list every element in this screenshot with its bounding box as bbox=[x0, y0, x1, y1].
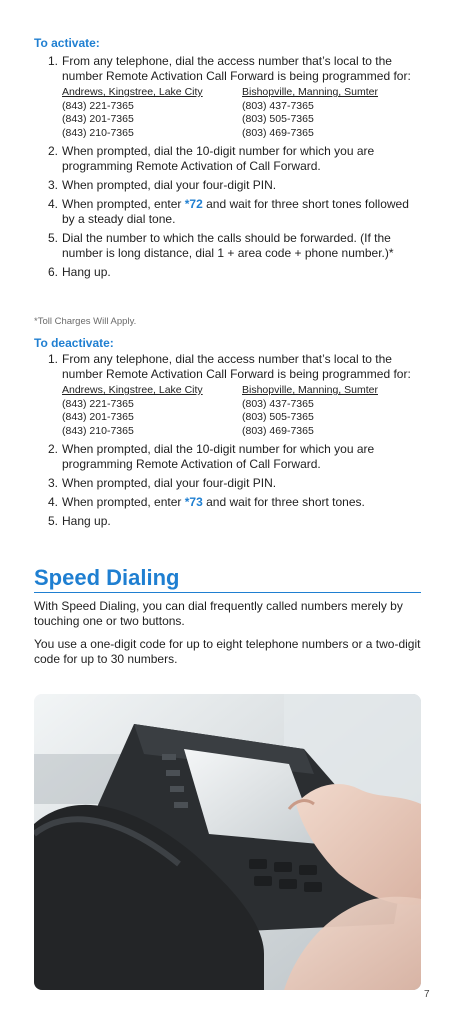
activate-step-1: 1. From any telephone, dial the access number that’s local to the number Remote Activation Call Forward is being programmed for: Andrews, Kingstree, Lake City (843) 221-7365 (843) 201-7365 (843) 210-7365 Bishopville, Manning, Sumter (803) 437-7365 (803) 505-7365 (803) 469-7365 bbox=[34, 54, 422, 140]
deactivate-steps bbox=[34, 352, 422, 533]
activate-heading: To activate: bbox=[34, 36, 100, 50]
speed-dialing-para-1: With Speed Dialing, you can dial frequently called numbers merely by touching one or two buttons. bbox=[34, 599, 403, 628]
activate-step-6: 6. Hang up. bbox=[48, 265, 111, 279]
deactivate-heading: To deactivate: bbox=[34, 336, 114, 350]
toll-footnote: *Toll Charges Will Apply. bbox=[34, 316, 137, 327]
activate-step-5: 5. Dial the number to which the calls should be forwarded. (If the number is long distance, dial 1 + area code + phone number.)* bbox=[48, 231, 394, 260]
deactivate-step-1: 1. From any telephone, dial the access number that’s local to the number Remote Activation Call Forward is being programmed for: Andrews, Kingstree, Lake City (843) 221-7365 (843) 201-7365 (843) 210-7365 Bishopville, Manning, Sumter (803) 437-7365 (803) 505-7365 (803) 469-7365 bbox=[34, 352, 422, 438]
deactivate-step-2: 2. When prompted, dial the 10-digit number for which you are programming Remote Activation of Call Forward. bbox=[48, 442, 375, 471]
access-numbers-table: Andrews, Kingstree, Lake City (843) 221-7365 (843) 201-7365 (843) 210-7365 Bishopville, Manning, Sumter (803) 437-7365 (803) 505-7365 (803) 469-7365 bbox=[62, 86, 378, 139]
desk-phone-illustration bbox=[34, 694, 421, 990]
deactivate-step-5: 5. Hang up. bbox=[48, 514, 111, 528]
activate-step-2: 2. When prompted, dial the 10-digit number for which you are programming Remote Activation of Call Forward. bbox=[48, 144, 375, 173]
deactivate-step-3: 3. When prompted, dial your four-digit PIN. bbox=[48, 476, 277, 490]
activate-step-3: 3. When prompted, dial your four-digit PIN. bbox=[48, 178, 277, 192]
activation-code: *72 bbox=[184, 197, 203, 211]
page-number: 7 bbox=[424, 989, 430, 1000]
desk-phone-photo bbox=[34, 694, 421, 990]
activate-step-4: 4. When prompted, enter *72 and wait for three short tones followed by a steady dial tone. bbox=[48, 197, 409, 226]
deactivate-step-4: 4. When prompted, enter *73 and wait for three short tones. bbox=[48, 495, 365, 509]
access-numbers-table-2: Andrews, Kingstree, Lake City (843) 221-7365 (843) 201-7365 (843) 210-7365 Bishopville, Manning, Sumter (803) 437-7365 (803) 505-7365 (803) 469-7365 bbox=[62, 384, 378, 437]
speed-dialing-title: Speed Dialing bbox=[34, 564, 421, 593]
activate-steps bbox=[34, 54, 422, 284]
speed-dialing-para-2: You use a one-digit code for up to eight telephone numbers or a two-digit code for up to 30 numbers. bbox=[34, 637, 421, 666]
deactivation-code: *73 bbox=[184, 495, 203, 509]
